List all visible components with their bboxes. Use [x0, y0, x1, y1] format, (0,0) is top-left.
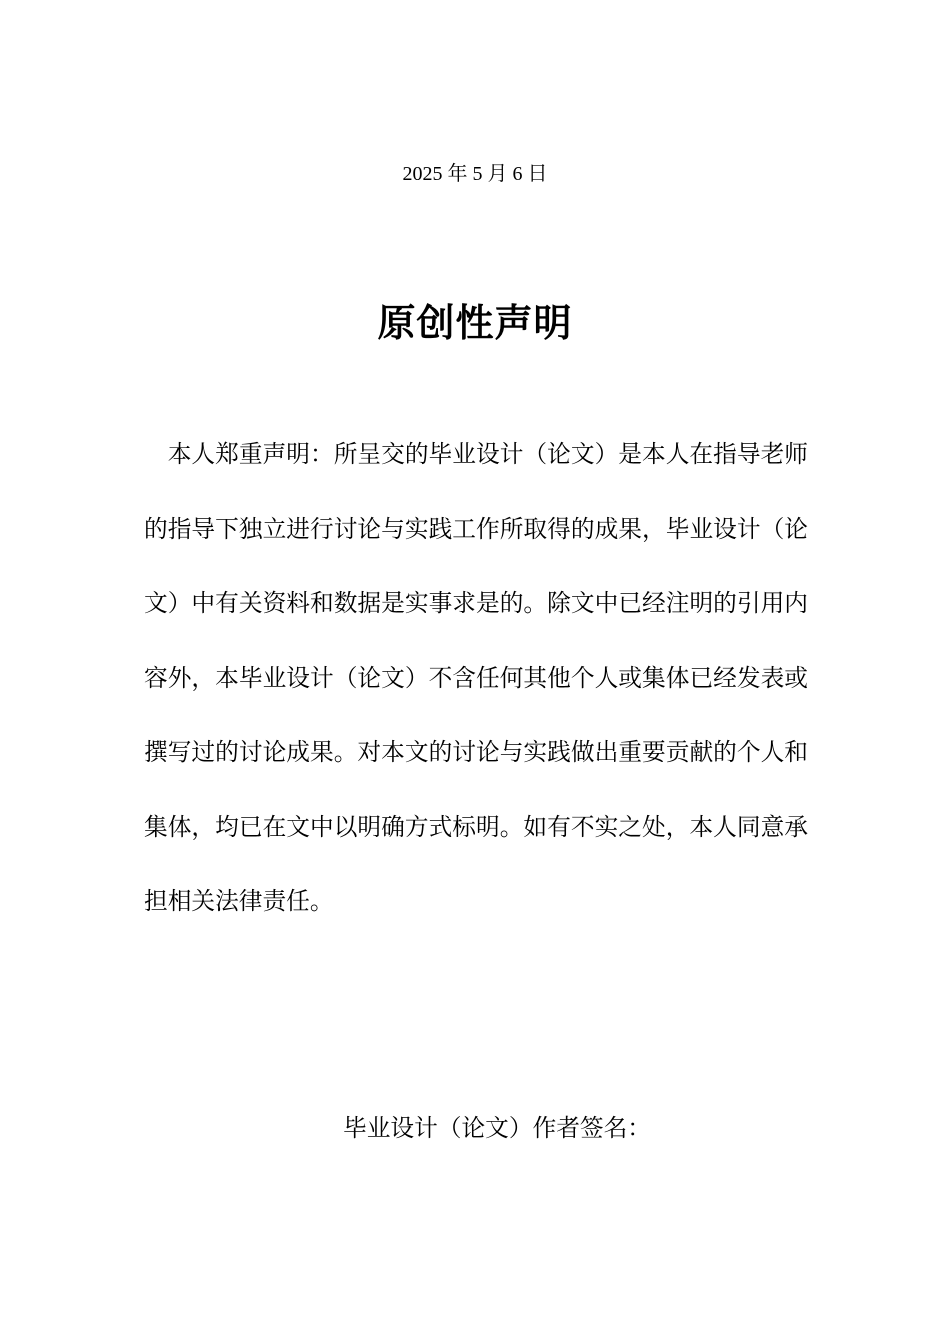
page-title: 原创性声明	[377, 301, 573, 345]
author-signature-label: 毕业设计（论文）作者签名：	[343, 1114, 651, 1142]
document-date: 2025 年 5 月 6 日	[402, 163, 548, 185]
declaration-paragraph: 本人郑重声明：所呈交的毕业设计（论文）是本人在指导老师的指导下独立进行讨论与实践工作所取得的成果，毕业设计（论文）中有关资料和数据是实事求是的。除文中已经注明的引用内容外，本毕业设计（论文）不含任何其他个人或集体已经发表或撰写过的讨论成果。对本文的讨论与实践做出重要贡献的个人和集体，均已在文中以明确方式标明。如有不实之处，本人同意承担相关法律责任。	[144, 440, 808, 915]
